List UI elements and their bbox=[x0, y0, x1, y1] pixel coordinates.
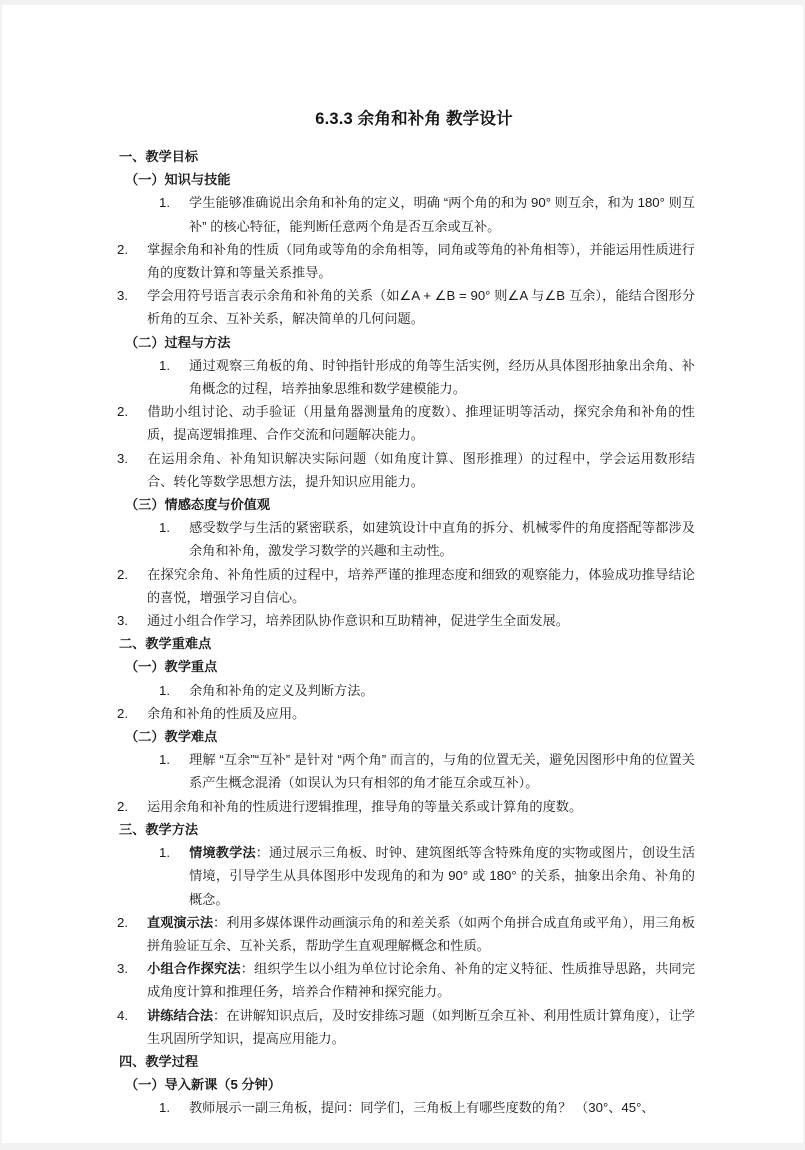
list-marker: 2. bbox=[117, 566, 128, 582]
section-heading: 三、教学方法 bbox=[119, 821, 199, 837]
list-marker: 1. bbox=[159, 520, 170, 536]
list-item-text: 通过小组合作学习，培养团队协作意识和互助精神，促进学生全面发展。 bbox=[147, 613, 569, 629]
subsection-heading: （二）过程与方法 bbox=[125, 334, 231, 350]
list-item bbox=[117, 563, 695, 609]
list-item-text: 余角和补角的定义及判断方法。 bbox=[189, 682, 374, 698]
list-item bbox=[117, 284, 695, 330]
subsection-heading: （一）教学重点 bbox=[125, 659, 218, 675]
list-marker: 3. bbox=[117, 288, 128, 304]
list-item bbox=[117, 702, 695, 725]
list-item bbox=[159, 516, 695, 562]
list-item-lead: 情境教学法 bbox=[189, 845, 256, 861]
list-item-text: 感受数学与生活的紧密联系，如建筑设计中直角的拆分、机械零件的角度搭配等都涉及余角和补角，激发学习数学的兴趣和主动性。 bbox=[189, 520, 695, 559]
list-marker: 2. bbox=[117, 241, 128, 257]
list-item bbox=[159, 191, 695, 237]
list-marker: 1. bbox=[159, 1100, 170, 1116]
list-marker: 3. bbox=[117, 450, 128, 466]
list-marker: 2. bbox=[117, 404, 128, 420]
list-marker: 1. bbox=[159, 357, 170, 373]
list-item-text: 在运用余角、补角知识解决实际问题（如角度计算、图形推理）的过程中，学会运用数形结合、转化等数学思想方法，提升知识应用能力。 bbox=[147, 450, 695, 489]
list-item bbox=[117, 911, 695, 957]
section-heading: 二、教学重难点 bbox=[119, 636, 212, 652]
list-marker: 4. bbox=[117, 1007, 128, 1023]
list-marker: 1. bbox=[159, 845, 170, 861]
list-item-lead: 小组合作探究法 bbox=[147, 961, 241, 977]
subsection-heading: （三）情感态度与价值观 bbox=[125, 497, 271, 513]
list-item-text: 借助小组讨论、动手验证（用量角器测量角的度数）、推理证明等活动，探究余角和补角的性质，提高逻辑推理、合作交流和问题解决能力。 bbox=[147, 404, 695, 443]
list-item-text: ：在讲解知识点后，及时安排练习题（如判断互余互补、利用性质计算角度），让学生巩固所学知识，提高应用能力。 bbox=[147, 1007, 695, 1046]
section-heading: 四、教学过程 bbox=[119, 1053, 199, 1069]
list-item-lead: 讲练结合法 bbox=[147, 1007, 214, 1023]
list-marker: 3. bbox=[117, 961, 128, 977]
list-item-text: 掌握余角和补角的性质（同角或等角的余角相等，同角或等角的补角相等），并能运用性质进行角的度数计算和等量关系推导。 bbox=[147, 241, 695, 281]
section-list bbox=[115, 145, 695, 1120]
list-item bbox=[117, 957, 695, 1003]
list-item-lead: 直观演示法 bbox=[147, 914, 214, 930]
list-item bbox=[159, 841, 695, 911]
list-marker: 3. bbox=[117, 613, 128, 629]
list-item bbox=[117, 1004, 695, 1050]
document-body bbox=[115, 105, 695, 1120]
list-item bbox=[117, 447, 695, 493]
list-item-text: ：组织学生以小组为单位讨论余角、补角的定义特征、性质推导思路，共同完成角度计算和推理任务，培养合作精神和探究能力。 bbox=[147, 961, 696, 1000]
list-item-text: ：利用多媒体课件动画演示角的和差关系（如两个角拼合成直角或平角），用三角板拼角验证互余、互补关系，帮助学生直观理解概念和性质。 bbox=[147, 914, 695, 953]
list-item bbox=[159, 679, 695, 702]
list-item-text: 教师展示一副三角板，提问：同学们，三角板上有哪些度数的角？ （30°、45°、 bbox=[189, 1100, 655, 1116]
list-item bbox=[117, 609, 695, 632]
list-item bbox=[117, 400, 695, 446]
list-marker: 2. bbox=[117, 914, 128, 930]
page-title: 6.3.3 余角和补角 教学设计 bbox=[315, 110, 513, 128]
list-item-text: 学会用符号语言表示余角和补角的关系（如∠A + ∠B = 90° 则∠A 与∠B 互余），能结合图形分析角的互余、互补关系，解决简单的几何问题。 bbox=[147, 288, 695, 327]
list-item bbox=[117, 795, 695, 818]
subsection-heading: （二）教学难点 bbox=[125, 729, 218, 745]
list-marker: 2. bbox=[117, 798, 128, 814]
list-item bbox=[159, 1096, 695, 1119]
document-page bbox=[2, 5, 803, 1143]
list-item-text: 余角和补角的性质及应用。 bbox=[147, 705, 306, 721]
list-item-text: 学生能够准确说出余角和补角的定义，明确 “两个角的和为 90° 则互余，和为 180° 则互补” 的核心特征，能判断任意两个角是否互余或互补。 bbox=[189, 195, 695, 234]
subsection-heading: （一）导入新课（5 分钟） bbox=[125, 1077, 282, 1093]
section-heading: 一、教学目标 bbox=[119, 149, 199, 164]
list-marker: 1. bbox=[159, 682, 170, 698]
list-item-text: ：通过展示三角板、时钟、建筑图纸等含特殊角度的实物或图片，创设生活情境，引导学生从具体图形中发现角的和为 90° 或 180° 的关系，抽象出余角、补角的概念。 bbox=[189, 845, 696, 907]
list-marker: 1. bbox=[159, 195, 170, 211]
list-item bbox=[117, 238, 695, 284]
list-marker: 2. bbox=[117, 705, 128, 721]
subsection-heading: （一）知识与技能 bbox=[125, 172, 231, 188]
list-item-text: 理解 “互余”“互补” 是针对 “两个角” 而言的，与角的位置无关，避免因图形中角的位置关系产生概念混淆（如误认为只有相邻的角才能互余或互补）。 bbox=[189, 752, 695, 791]
list-item-text: 运用余角和补角的性质进行逻辑推理，推导角的等量关系或计算角的度数。 bbox=[147, 798, 583, 814]
list-item bbox=[159, 748, 695, 794]
list-marker: 1. bbox=[159, 752, 170, 768]
list-item-text: 在探究余角、补角性质的过程中，培养严谨的推理态度和细致的观察能力，体验成功推导结论的喜悦，增强学习自信心。 bbox=[147, 566, 695, 605]
list-item bbox=[159, 354, 695, 400]
list-item-text: 通过观察三角板的角、时钟指针形成的角等生活实例，经历从具体图形抽象出余角、补角概念的过程，培养抽象思维和数学建模能力。 bbox=[189, 357, 695, 397]
